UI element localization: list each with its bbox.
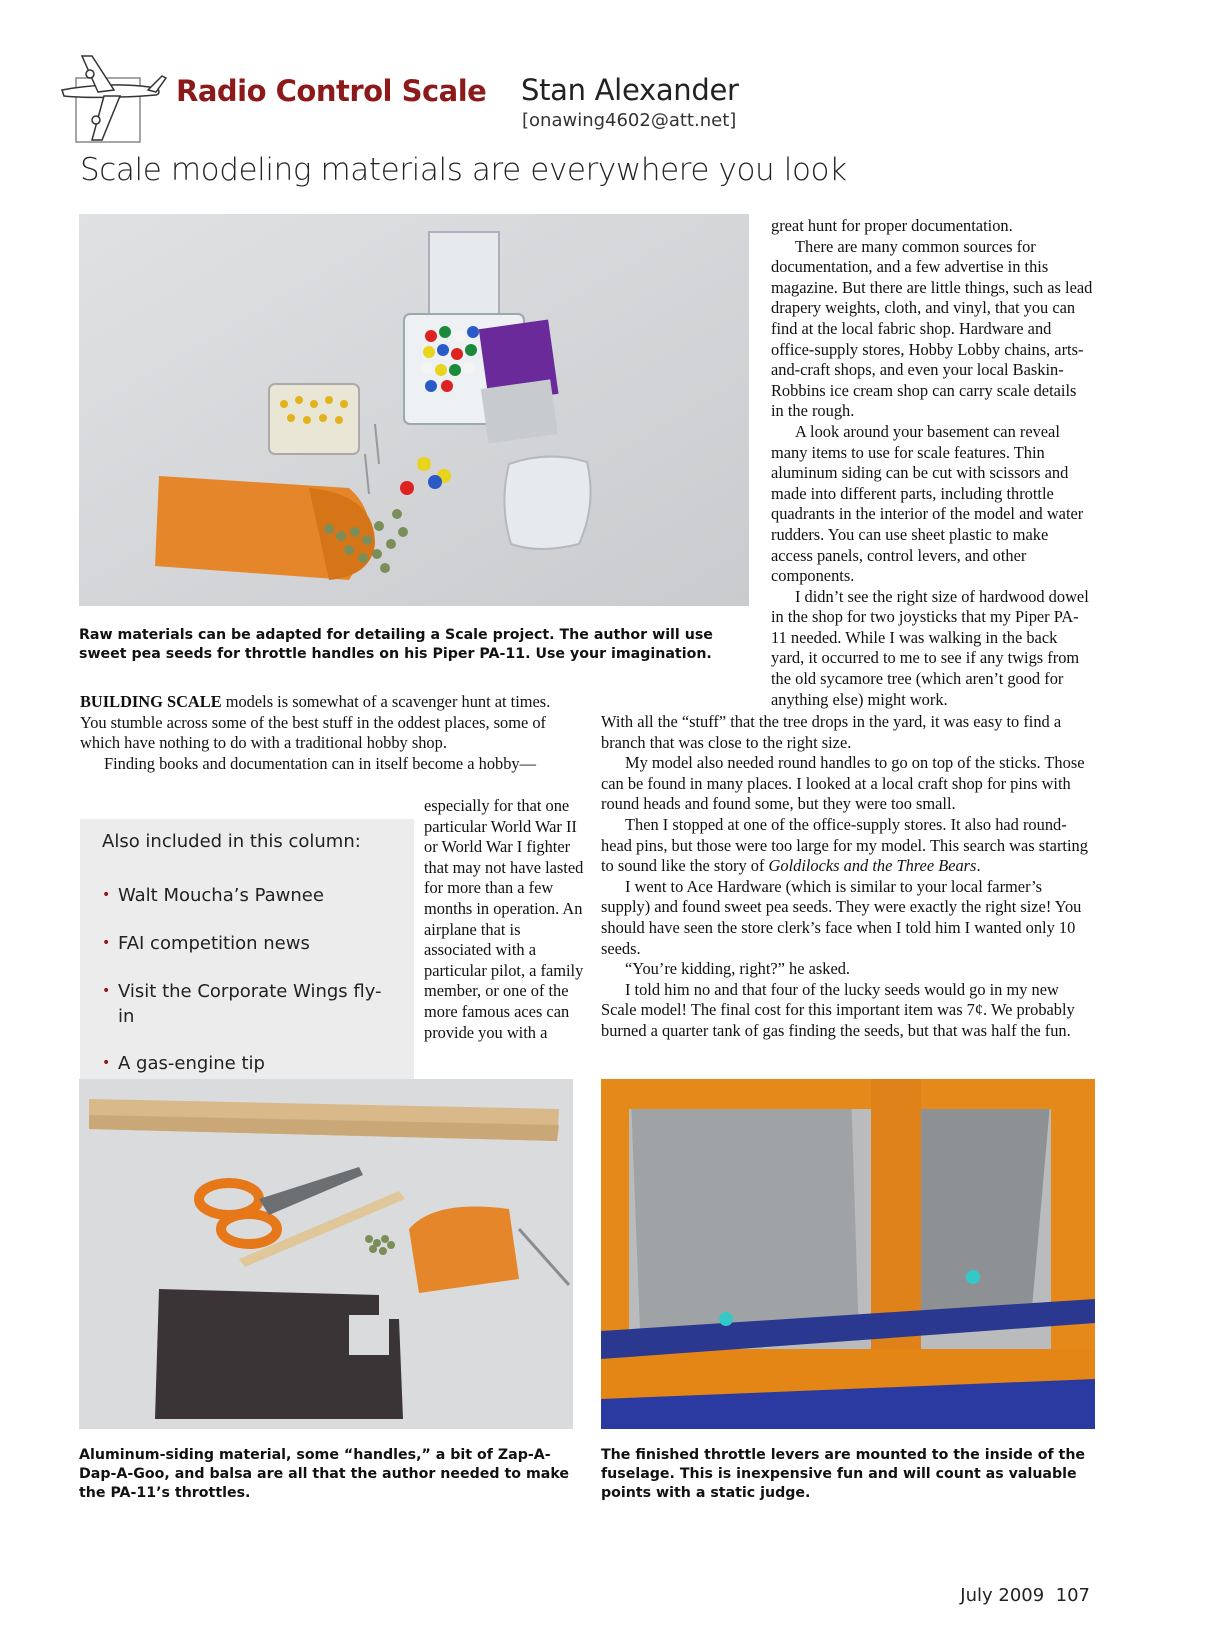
bottom-right-caption: The finished throttle levers are mounted to the inside of the fuselage. This is inexpensive fun and will count as valuable points with a static judge. (601, 1447, 1086, 1501)
bullet-icon: • (102, 887, 111, 903)
sidebar-title: Also included in this column: (102, 831, 361, 852)
lead-in: BUILDING SCALE (80, 692, 222, 711)
bottom-left-photo-tools (79, 1079, 573, 1429)
top-photo-materials (79, 214, 749, 606)
intro-text (80, 692, 580, 774)
page-footer: July 2009 107 (960, 1585, 1090, 1606)
middle-col-paragraph: “You’re kidding, right?” he asked. (625, 959, 851, 979)
bullet-icon: • (102, 935, 111, 951)
sidebar-item[interactable]: • Visit the Corporate Wings fly-in (102, 981, 382, 1027)
right-col-paragraph: A look around your basement can reveal many items to use for scale features. Thin aluminum siding can be cut with scissors and made into different parts, including throttle quadrants in the interior of the model and water rudders. You can use sheet plastic to make access panels, control levers, and other components. (771, 421, 1084, 586)
airplane-logo (52, 48, 172, 148)
bottom-right-photo-throttles (601, 1079, 1095, 1429)
middle-col-paragraph: My model also needed round handles to go on top of the sticks. Those can be found in many places. I looked at a local craft shop for pins with round heads and found some, but they were too small. (601, 753, 1085, 814)
narrow-column-text: especially for that one particular World War II or World War I fighter that may not have lasted for more than a few months in operation. An airplane that is associated with a particular pilot, a family member, or one of the more famous aces can provide you with a (424, 796, 584, 1042)
right-col-paragraph: great hunt for proper documentation. (771, 216, 1013, 235)
middle-col-paragraph: With all the “stuff” that the tree drops in the yard, it was easy to find a branch that was close to the right size. (601, 712, 1062, 752)
bullet-icon: • (102, 983, 111, 999)
middle-col-paragraph: I went to Ace Hardware (which is similar to your local farmer’s supply) and found sweet pea seeds. They were exactly the right size! You should have seen the store clerk’s face when I told him I wanted only 10 seeds. (601, 876, 1082, 958)
middle-col-paragraph: I told him no and that four of the lucky seeds would go in my new Scale model! The final cost for this important item was 7¢. We probably burned a quarter tank of gas finding the seeds, but that was half the fun. (601, 979, 1075, 1040)
column-title: Radio Control Scale (176, 74, 487, 108)
middle-column-text (601, 712, 1095, 1042)
intro-paragraph: Finding books and documentation can in itself become a hobby— (104, 753, 536, 773)
intro-paragraph: BUILDING SCALE models is somewhat of a scavenger hunt at times. You stumble across some of the best stuff in the oddest places, some of which have nothing to do with a traditional hobby shop. (80, 692, 551, 753)
sidebar-item[interactable]: • Walt Moucha’s Pawnee (102, 885, 324, 906)
bullet-icon: • (102, 1055, 111, 1071)
sidebar-item[interactable]: • A gas-engine tip (102, 1053, 265, 1074)
middle-col-paragraph: Then I stopped at one of the office-supply stores. It also had round-head pins, but those were too large for my model. This search was starting to sound like the story of Goldilocks and the Three Bears. (601, 814, 1088, 876)
bottom-left-caption: Aluminum-siding material, some “handles,” a bit of Zap-A-Dap-A-Goo, and balsa are all that the author needed to make the PA-11’s throttles. (79, 1447, 570, 1501)
sidebar-item[interactable]: • FAI competition news (102, 933, 310, 954)
right-col-paragraph: There are many common sources for documentation, and a few advertise in this magazine. But there are little things, such as lead drapery weights, cloth, and vinyl, that you can find at the local fabric shop. Hardware and office-supply stores, Hobby Lobby chains, arts-and-craft shops, and even your local Baskin-Robbins ice cream shop can carry scale details in the rough. (771, 236, 1093, 421)
author-email: [onawing4602@att.net] (522, 110, 737, 131)
article-headline: Scale modeling materials are everywhere you look (80, 152, 847, 188)
right-col-paragraph: I didn’t see the right size of hardwood dowel in the shop for two joysticks that my Piper PA-11 needed. While I was walking in the back yard, it occurred to me to see if any twigs from the old sycamore tree (which aren’t good for anything else) might work. (771, 586, 1089, 709)
right-column-text (771, 216, 1093, 710)
top-photo-caption: Raw materials can be adapted for detailing a Scale project. The author will use sweet pea seeds for throttle handles on his Piper PA-11. Use your imagination. (79, 627, 713, 662)
also-included-box (80, 819, 414, 1081)
author-name: Stan Alexander (521, 73, 739, 107)
